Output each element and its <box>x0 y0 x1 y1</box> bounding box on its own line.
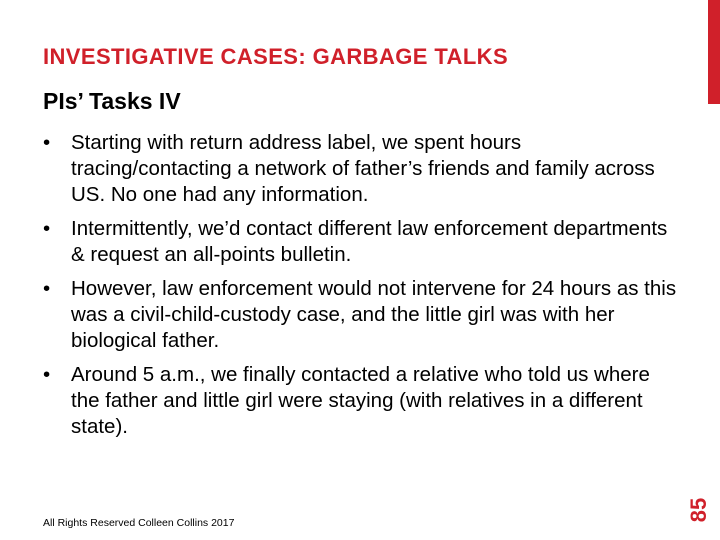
bullet-text: Intermittently, we’d contact different law enforcement departments & request an all-points bulletin. <box>71 217 668 266</box>
bullet-icon: • <box>43 131 51 154</box>
bullet-text: Starting with return address label, we spent hours tracing/contacting a network of father’s friends and family across US. No one had any information. <box>71 131 655 206</box>
slide-title: INVESTIGATIVE CASES: GARBAGE TALKS <box>43 44 509 69</box>
page-number <box>684 492 714 528</box>
copyright-footer: All Rights Reserved Colleen Collins 2017 <box>43 517 235 529</box>
accent-bar <box>708 0 720 104</box>
bullet-item <box>43 130 683 208</box>
bullet-icon: • <box>43 363 51 386</box>
bullet-list <box>43 130 683 448</box>
bullet-item <box>43 276 683 354</box>
slide-subtitle: PIs’ Tasks IV <box>43 88 181 114</box>
bullet-item <box>43 362 683 440</box>
bullet-icon: • <box>43 277 51 300</box>
bullet-icon: • <box>43 217 51 240</box>
bullet-text: Around 5 a.m., we finally contacted a relative who told us where the father and little girl were staying (with relatives in a different state). <box>71 363 650 438</box>
bullet-item <box>43 216 683 268</box>
page-number-text: 85 <box>685 497 711 523</box>
bullet-text: However, law enforcement would not intervene for 24 hours as this was a civil-child-custody case, and the little girl was with her biological father. <box>71 277 677 352</box>
